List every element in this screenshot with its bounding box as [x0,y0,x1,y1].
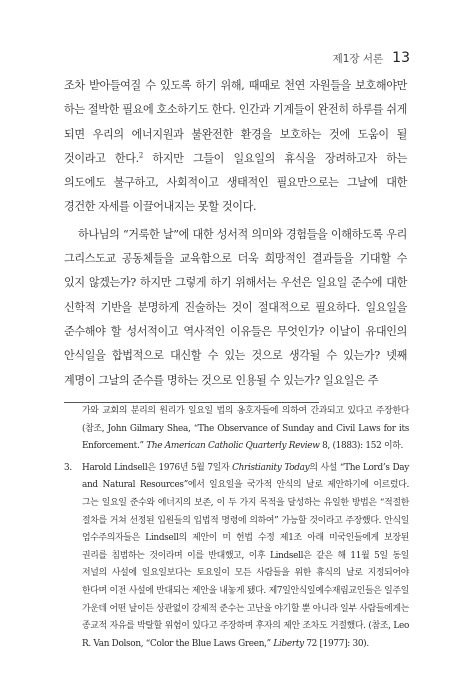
paragraph-1-part-b: 하지만 그들이 일요일의 휴식을 장려하고자 하는 의도에도 불구하고, 사회적이고 생태적인 필요만으로는 그날에 대한 경건한 자세를 이끌어내지는 못할 것이다. [64,151,407,214]
footnote-continued-part-b: 8, (1883): 152 이하. [319,441,404,452]
footnote-continued [82,403,409,456]
journal-title-liberty: Liberty [273,638,304,649]
footnote-3-number: 3. [64,462,72,473]
footnote-3 [64,460,409,654]
journal-title: The American Catholic Quarterly Review [146,441,320,452]
footnote-3-text [82,460,409,654]
page-number: 13 [392,50,410,66]
paragraph-2: 하나님의 “거룩한 날”에 대한 성서적 의미와 경험들을 이해하도록 우리 그리스도교 공동체들을 교육함으로 더욱 희망적인 결과들을 기대할 수 있지 않겠는가? 하지만 그렇게 하기 위해서는 우선은 일요일 준수에 대한 신학적 기반을 분명하게 진술하는 것이 절대적으로 필요하다. 일요일을 준수해야 할 성서적이고 역사적인 이유들은 무엇인가? 이날이 유대인의 안식일을 합법적으로 대신할 수 있는 것으로 생각될 수 있는가? 넷째 계명이 그날의 준수를 명하는 것으로 인용될 수 있는가? 일요일은 주 [64,227,407,387]
main-text [64,74,407,393]
running-head [333,50,410,66]
footnote-3-part-a: Harold Lindsell은 1976년 5월 7일자 [82,462,233,473]
chapter-title: 제1장 서론 [332,53,384,65]
footnote-ref-2: 2 [138,151,143,160]
footnote-continued-part-a: 가와 교회의 분리의 원리가 일요일 법의 옹호자들에 의하여 간과되고 있다고 주장한다(참조, John Gilmary Shea, “The Observance of Sunday and Civil Laws for its Enforcement.” [82,406,409,452]
paragraph-1-part-a: 조차 받아들여질 수 있도록 하기 위해, 때때로 천연 자원들을 보호해야만 하는 절박한 필요에 호소하기도 한다. 인간과 기계들이 완전히 하루를 쉬게 되면 우리의 에너지원과 불완전한 환경을 보호하는 것에 도움이 될 것이라고 한다. [64,79,407,165]
footnotes [64,403,409,653]
footnote-3-part-c: 72 [1977]: 30). [303,638,369,649]
paragraph-1 [64,74,407,220]
journal-title-christianity-today: Christianity Today [232,462,310,473]
footnote-3-part-b: 의 사설 “The Lord’s Day and Natural Resources”에서 일요일을 국가적 안식의 날로 제안하기에 이르렀다. 그는 일요일 준수와 에너지의 보존, 이 두 가지 목적을 달성하는 유일한 방법은 “적절한 절차를 거쳐 선정된 입원들의 입법적 명령에 의하여” 가능할 것이라고 주장했다. 안식일 엄수주의자들은 Lindsell의 제안이 미 헌법 수정 제1조 아래 미국인들에게 보장된 권리를 침범하는 것이라며 이를 반대했고, 이후 Lindsell은 같은 해 11월 5일 동일 저널의 사설에 일요일보다는 토요일이 모든 사람들을 위한 휴식의 날로 지정되어야 한다며 이전 사설에 반대되는 제안을 내놓게 됐다. 제7일안식일예수재림교인들은 일주일 가운데 어떤 날이든 상관없이 강제적 준수는 고난을 야기할 뿐 아니라 일부 사람들에게는 종교적 자유를 박탈할 위험이 있다고 주장하며 후자의 제안 조차도 거절했다. (참조, Leo R. Van Dolson, “Color the Blue Laws Green,” [82,462,409,649]
